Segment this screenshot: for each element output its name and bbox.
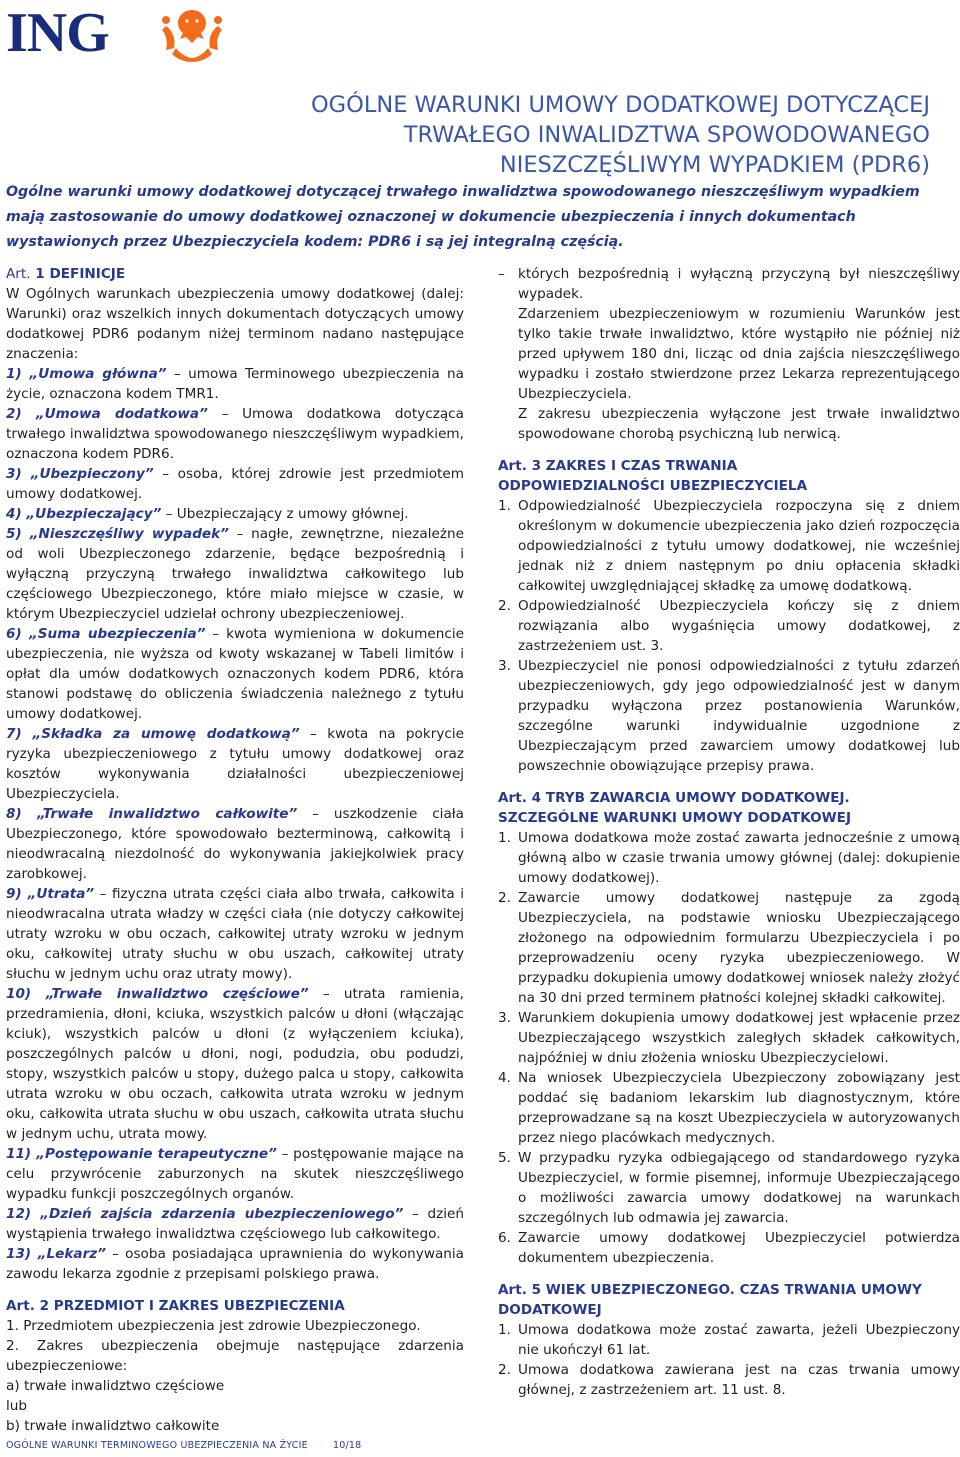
dash-text: których bezpośrednią i wyłączną przyczyną był nieszczęśliwy wypadek. (518, 266, 960, 302)
art5-item: 1. Umowa dodatkowa może zostać zawarta, jeżeli Ubezpieczony nie ukończył 61 lat. (498, 1322, 960, 1358)
spacer (498, 776, 960, 788)
footer-label: OGÓLNE WARUNKI TERMINOWEGO UBEZPIECZENIA NA ŻYCIE (6, 1440, 308, 1451)
art1-heading (6, 264, 464, 284)
definition-item: 12) „Dzień zajścia zdarzenia ubezpieczeniowego” – dzień wystąpienia trwałego inwalidztwa częściowego lub całkowitego. (6, 1206, 465, 1242)
definition-item: 2) „Umowa dodatkowa” – Umowa dodatkowa dotycząca trwałego inwalidztwa spowodowanego nieszczęśliwym wypadkiem, oznaczona kodem PDR6. (6, 406, 464, 462)
right-column (498, 264, 960, 1400)
art5-heading: Art. 5 WIEK UBEZPIECZONEGO. CZAS TRWANIA UMOWY DODATKOWEJ (498, 1282, 922, 1318)
title-line-3: NIESZCZĘŚLIWYM WYPADKIEM (PDR6) (499, 152, 930, 178)
art2-item-2: 2. Zakres ubezpieczenia obejmuje następujące zdarzenia ubezpieczeniowe: (6, 1338, 464, 1374)
definition-item: 1) „Umowa główna” – umowa Terminowego ubezpieczenia na życie, oznaczona kodem TMR1. (6, 366, 465, 402)
art4-item: 4. Na wniosek Ubezpieczyciela Ubezpieczony zobowiązany jest poddać się badaniom lekarskim lub diagnostycznym, które przeprowadzane są na koszt Ubezpieczyciela w autoryzowanych przez niego placówkach medycznych. (498, 1070, 960, 1146)
spacer (498, 444, 960, 456)
definition-item: 3) „Ubezpieczony” – osoba, której zdrowie jest przedmiotem umowy dodatkowej. (6, 466, 464, 502)
art4-item: 5. W przypadku ryzyka odbiegającego od standardowego ryzyka Ubezpieczyciel, w formie pisemnej, informuje Ubezpieczającego o możliwości zawarcia umowy dodatkowej na warunkach szczególnych lub odmawia jej zawarcia. (498, 1150, 960, 1226)
art4-heading-line-2: SZCZEGÓLNE WARUNKI UMOWY DODATKOWEJ (498, 810, 852, 826)
definition-item: 5) „Nieszczęśliwy wypadek” – nagłe, zewnętrzne, niezależne od woli Ubezpieczonego zdarzenie, będące bezpośrednią i wyłączną przyczyną trwałego inwalidztwa całkowitego lub częściowego Ubezpieczonego, które miało miejsce w czasie, w którym Ubezpieczyciel udzielał ochrony ubezpieczeniowej. (6, 526, 464, 622)
art4-heading (498, 788, 960, 828)
art4-item: 3. Warunkiem dokupienia umowy dodatkowej jest wpłacenie przez Ubezpieczającego wszystkich zaległych składek całkowitych, najpóźniej w dniu złożenia wniosku Ubezpieczycielowi. (498, 1010, 960, 1066)
art4-item: 1. Umowa dodatkowa może zostać zawarta jednocześnie z umową główną albo w czasie trwania umowy głównej (dalej: dokupienie umowy dodatkowej). (498, 830, 960, 886)
page-footer (6, 1440, 361, 1451)
art3-item: 3. Ubezpieczyciel nie ponosi odpowiedzialności z tytułu zdarzeń ubezpieczeniowych, gdy jego odpowiedzialność jest w danym przypadku wyłączona przez postanowienia Warunków, szczególne warunki indywidualnie uzgodnione z Ubezpieczającym przed zawarciem umowy dodatkowej lub powszechnie obowiązujące przepisy prawa. (498, 658, 960, 774)
dash-item (498, 264, 960, 304)
title-line-2: TRWAŁEGO INWALIDZTWA SPOWODOWANEGO (403, 122, 930, 148)
art3-heading-line-1: Art. 3 ZAKRES I CZAS TRWANIA (498, 458, 738, 474)
art3-heading-line-2: ODPOWIEDZIALNOŚCI UBEZPIECZYCIELA (498, 478, 808, 494)
art1-label: Art. (6, 266, 31, 282)
art4-item: 2. Zawarcie umowy dodatkowej następuje za zgodą Ubezpieczyciela, na podstawie wniosku Ubezpieczającego złożonego na odpowiednim formularzu Ubezpieczyciela i po przeprowadzeniu oceny ryzyka ubezpieczeniowego. W przypadku dokupienia umowy dodatkowej wniosek należy złożyć na 30 dni przed terminem płatności kolejnej składki całkowitej. (498, 890, 960, 1006)
art1-title: 1 DEFINICJE (35, 266, 126, 282)
art2-heading: Art. 2 PRZEDMIOT I ZAKRES UBEZPIECZENIA (6, 1298, 345, 1314)
page-number: 10/18 (333, 1440, 362, 1451)
spacer (6, 1284, 464, 1296)
art2-option-or: lub (6, 1398, 28, 1414)
art1-intro: W Ogólnych warunkach ubezpieczenia umowy dodatkowej (dalej: Warunki) oraz wszelkich innych dokumentach dotyczących umowy dodatkowej PDR6 podanym niżej terminom nadano następujące znaczenia: (6, 286, 464, 362)
definition-item: 10) „Trwałe inwalidztwo częściowe” – utrata ramienia, przedramienia, dłoni, kciuka, wszystkich palców u dłoni (włączając kciuk), wszystkich palców u dłoni (z wyłączeniem kciuka), poszczególnych palców u dłoni, nogi, podudzia, obu podudzi, stopy, wszystkich palców u stopy, dużego palca u stopy, całkowita utrata wzroku w obu oczach, całkowita utrata wzroku w jednym oku, całkowita utrata słuchu w obu uszach, całkowita utrata słuchu w jednym uchu, utrata mowy. (6, 986, 464, 1142)
art3-heading (498, 456, 960, 496)
art4-heading-line-1: Art. 4 TRYB ZAWARCIA UMOWY DODATKOWEJ. (498, 790, 850, 806)
art2-option-b: b) trwałe inwalidztwo całkowite (6, 1418, 220, 1434)
document-title (311, 90, 930, 180)
spacer (498, 1268, 960, 1280)
title-line-1: OGÓLNE WARUNKI UMOWY DODATKOWEJ DOTYCZĄCEJ (310, 92, 930, 118)
logo-wordmark: ING (6, 2, 109, 64)
definition-item: 7) „Składka za umowę dodatkową” – kwota na pokrycie ryzyka ubezpieczeniowego z tytułu umowy dodatkowej oraz kosztów wykonywania działalności ubezpieczeniowej Ubezpieczyciela. (6, 726, 464, 802)
ing-logo (6, 4, 236, 62)
art3-item: 1. Odpowiedzialność Ubezpieczyciela rozpoczyna się z dniem określonym w dokumencie ubezpieczenia jako dzień rozpoczęcia odpowiedzialności z tytułu umowy dodatkowej, nie wcześniej jednak niż z dniem następnym po dniu opłacenia składki całkowitej uwzględniającej składkę za umowę dodatkową. (498, 498, 960, 594)
definition-item: 11) „Postępowanie terapeutyczne” – postępowanie mające na celu przywrócenie zaburzonych na skutek nieszczęśliwego wypadku funkcji poszczególnych organów. (6, 1146, 464, 1202)
lion-icon (146, 4, 238, 62)
art2-item-1: 1. Przedmiotem ubezpieczenia jest zdrowie Ubezpieczonego. (6, 1318, 421, 1334)
dash-marker: – (498, 266, 505, 282)
intro-paragraph: Ogólne warunki umowy dodatkowej dotyczącej trwałego inwalidztwa spowodowanego nieszczęśliwym wypadkiem mają zastosowanie do umowy dodatkowej oznaczonej w dokumencie ubezpieczenia i innych dokumentach wystawionych przez Ubezpieczyciela kodem: PDR6 i są jej integralną częścią. (6, 184, 920, 250)
art3-item: 2. Odpowiedzialność Ubezpieczyciela kończy się z dniem rozwiązania albo wygaśnięcia umowy dodatkowej, z zastrzeżeniem ust. 3. (498, 598, 960, 654)
left-column (6, 264, 464, 1436)
event-definition: Zdarzeniem ubezpieczeniowym w rozumieniu Warunków jest tylko takie trwałe inwalidztwo, które wystąpiło nie później niż przed upływem 180 dni, licząc od dnia zajścia nieszczęśliwego wypadku i zostało stwierdzone przez Lekarza reprezentującego Ubezpieczyciela. (518, 306, 960, 402)
definition-item: 9) „Utrata” – fizyczna utrata części ciała albo trwała, całkowita i nieodwracalna utrata władzy w części ciała (nie dotyczy całkowitej utraty wzroku w obu oczach, całkowitej utraty wzroku w jednym oku, całkowitej utraty słuchu w obu uszach, całkowitej utraty słuchu w jednym uchu oraz utraty mowy). (6, 886, 465, 982)
exclusion-note: Z zakresu ubezpieczenia wyłączone jest trwałe inwalidztwo spowodowane chorobą psychiczną lub nerwicą. (518, 406, 960, 442)
definition-item: 6) „Suma ubezpieczenia” – kwota wymieniona w dokumencie ubezpieczenia, nie wyższa od kwoty wskazanej w Tabeli limitów i opłat dla umów dodatkowych oznaczonych kodem PDR6, która stanowi podstawę do obliczenia świadczenia należnego z tytułu umowy dodatkowej. (6, 626, 464, 722)
definition-item: 8) „Trwałe inwalidztwo całkowite” – uszkodzenie ciała Ubezpieczonego, które spowodowało bezterminową, całkowitą i nieodwracalną niezdolność do wykonywania jakiejkolwiek pracy zarobkowej. (6, 806, 464, 882)
art2-option-a: a) trwałe inwalidztwo częściowe (6, 1378, 225, 1394)
definition-item: 4) „Ubezpieczający” – Ubezpieczający z umowy głównej. (6, 506, 409, 522)
definition-item: 13) „Lekarz” – osoba posiadająca uprawnienia do wykonywania zawodu lekarza zgodnie z przepisami polskiego prawa. (6, 1246, 464, 1282)
art5-item: 2. Umowa dodatkowa zawierana jest na czas trwania umowy głównej, z zastrzeżeniem art. 11 ust. 8. (498, 1362, 960, 1398)
art4-item: 6. Zawarcie umowy dodatkowej Ubezpieczyciel potwierdza dokumentem ubezpieczenia. (498, 1230, 960, 1266)
